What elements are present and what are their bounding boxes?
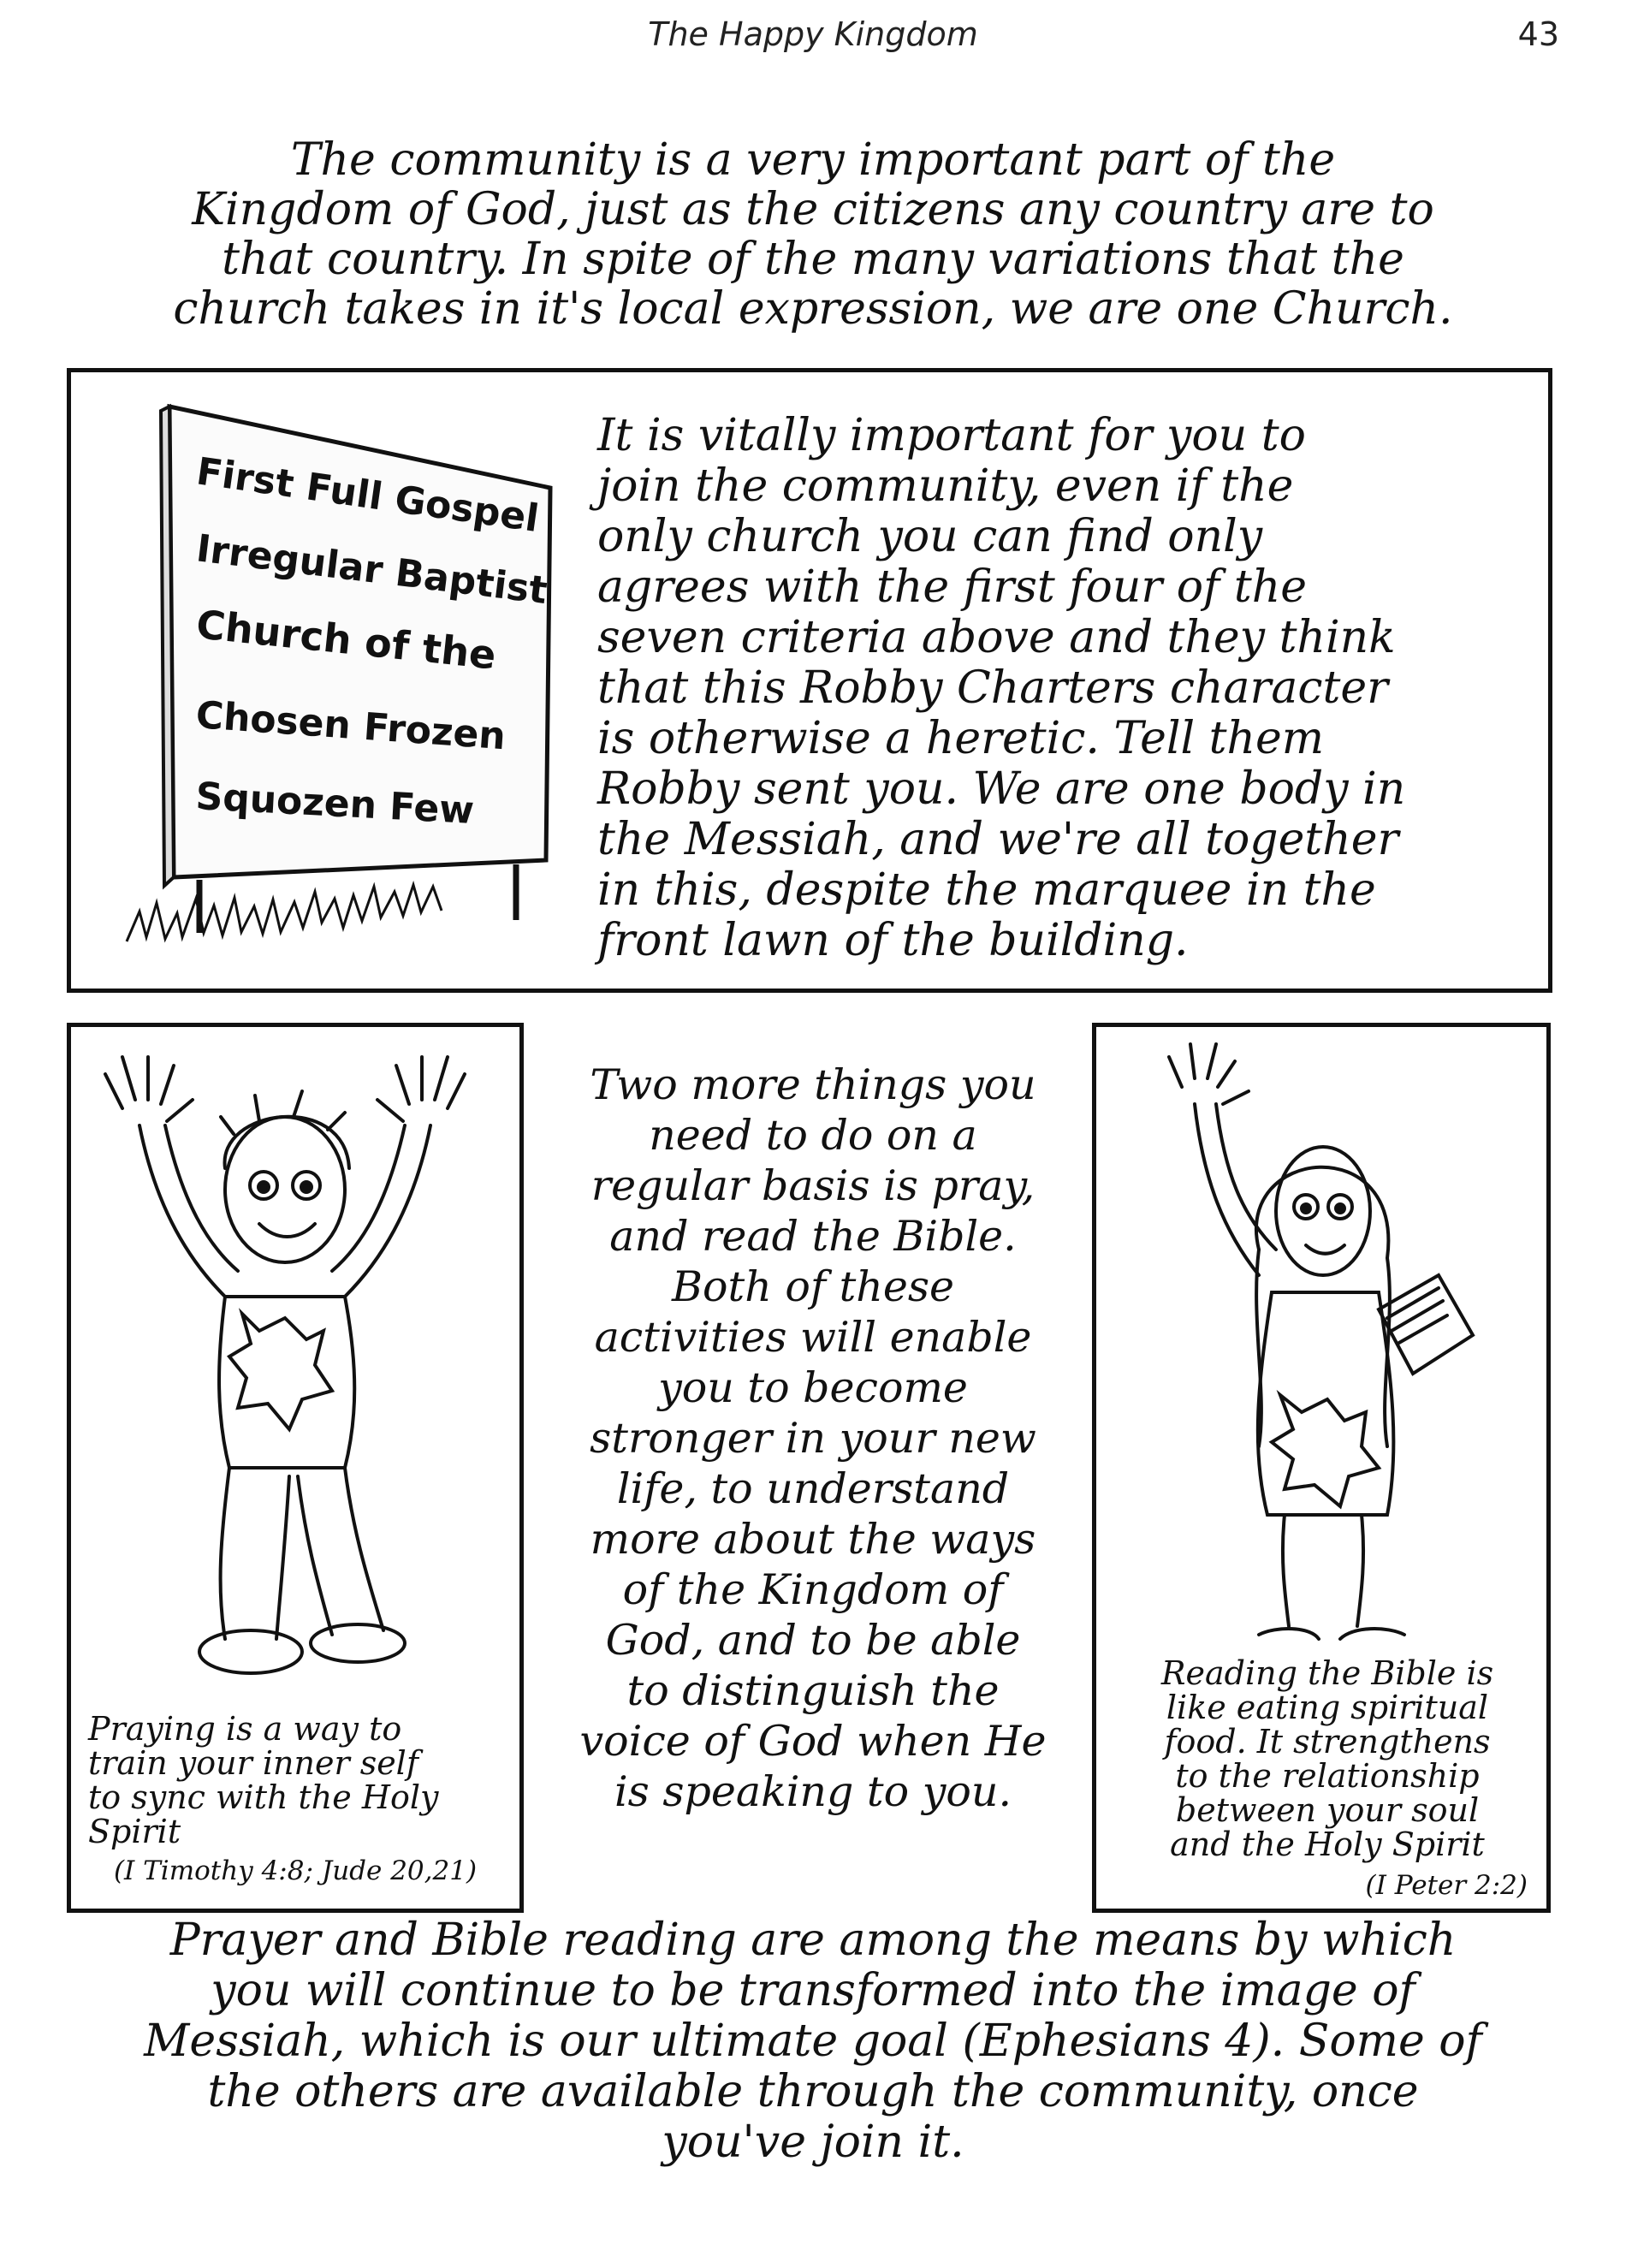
closing-line: Messiah, which is our ultimate goal (Ephesians 4). Some of [144, 2016, 1482, 2067]
closing-line: Prayer and Bible reading are among the means by which [169, 1915, 1457, 1966]
closing-line: the others are available through the community, once [207, 2066, 1419, 2117]
closing-line: you will continue to be transformed into the image of [211, 1965, 1415, 2016]
center-line: Two more things you [590, 1060, 1036, 1109]
center-line: activities will enable [594, 1313, 1032, 1362]
center-line: life, to understand [616, 1464, 1010, 1513]
reading-panel [1092, 1023, 1551, 1913]
community-line: the Messiah, and we're all together [597, 814, 1399, 865]
sign-line: First Full Gospel [193, 449, 542, 541]
community-line: agrees with the first four of the [597, 561, 1307, 613]
praying-caption-line: Praying is a way to [88, 1710, 402, 1748]
sign-line: Chosen Frozen [194, 693, 507, 759]
closing-paragraph [94, 1915, 1532, 2168]
praying-figure-illustration [88, 1040, 507, 1699]
reading-reference: (I Peter 2:2) [1365, 1870, 1528, 1901]
page-number: 43 [1517, 15, 1559, 53]
center-line: God, and to be able [605, 1616, 1021, 1665]
praying-panel [67, 1023, 524, 1913]
intro-line: Kingdom of God, just as the citizens any country are to [192, 184, 1434, 235]
community-line: in this, despite the marquee in the [597, 864, 1376, 916]
praying-caption-line: Spirit [88, 1813, 181, 1850]
intro-line: The community is a very important part of the [290, 134, 1336, 186]
community-line: front lawn of the building. [597, 915, 1189, 966]
center-line: need to do on a [649, 1111, 977, 1160]
running-head: The Happy Kingdom [648, 15, 978, 53]
center-line: is speaking to you. [614, 1767, 1012, 1816]
community-line: that this Robby Charters character [597, 662, 1388, 714]
center-line: more about the ways [590, 1515, 1036, 1564]
reading-caption-line: to the relationship [1175, 1757, 1480, 1795]
closing-line: you've join it. [662, 2117, 964, 2168]
center-line: stronger in your new [590, 1414, 1036, 1463]
church-sign-panel [67, 368, 1552, 993]
praying-caption-line: train your inner self [88, 1744, 418, 1782]
reading-caption [1126, 1656, 1528, 1861]
intro-line: church takes in it's local expression, we are one Church. [173, 283, 1453, 335]
center-line: to distinguish the [626, 1666, 1000, 1715]
sign-line: Squozen Few [194, 775, 476, 834]
community-line: It is vitally important for you to [597, 410, 1306, 461]
reading-caption-line: between your soul [1175, 1791, 1480, 1829]
center-line: regular basis is pray, [590, 1161, 1036, 1210]
community-line: Robby sent you. We are one body in [597, 763, 1406, 815]
community-line: seven criteria above and they think [597, 612, 1396, 663]
reading-caption-line: and the Holy Spirit [1170, 1826, 1485, 1863]
center-line: voice of God when He [579, 1717, 1047, 1766]
intro-line: that country. In spite of the many variations that the [222, 234, 1404, 285]
center-paragraph [535, 1060, 1091, 1817]
reading-figure-illustration [1130, 1036, 1524, 1652]
community-line: join the community, even if the [597, 460, 1294, 512]
intro-paragraph [94, 135, 1532, 334]
community-paragraph [597, 411, 1522, 966]
church-sign-illustration [110, 385, 589, 967]
community-line: is otherwise a heretic. Tell them [597, 713, 1325, 764]
center-line: of the Kingdom of [622, 1565, 1004, 1614]
reading-caption-line: food. It strengthens [1164, 1723, 1491, 1760]
center-line: and read the Bible. [609, 1212, 1017, 1261]
community-line: only church you can find only [597, 511, 1263, 562]
praying-caption [88, 1712, 516, 1849]
praying-reference: (I Timothy 4:8; Jude 20,21) [113, 1855, 478, 1886]
reading-caption-line: like eating spiritual [1166, 1689, 1489, 1726]
reading-caption-line: Reading the Bible is [1160, 1654, 1494, 1692]
center-line: you to become [658, 1363, 968, 1412]
praying-caption-line: to sync with the Holy [88, 1778, 439, 1816]
sign-line: Church of the [193, 601, 499, 679]
sign-line: Irregular Baptist [193, 526, 550, 614]
center-line: Both of these [672, 1262, 954, 1311]
